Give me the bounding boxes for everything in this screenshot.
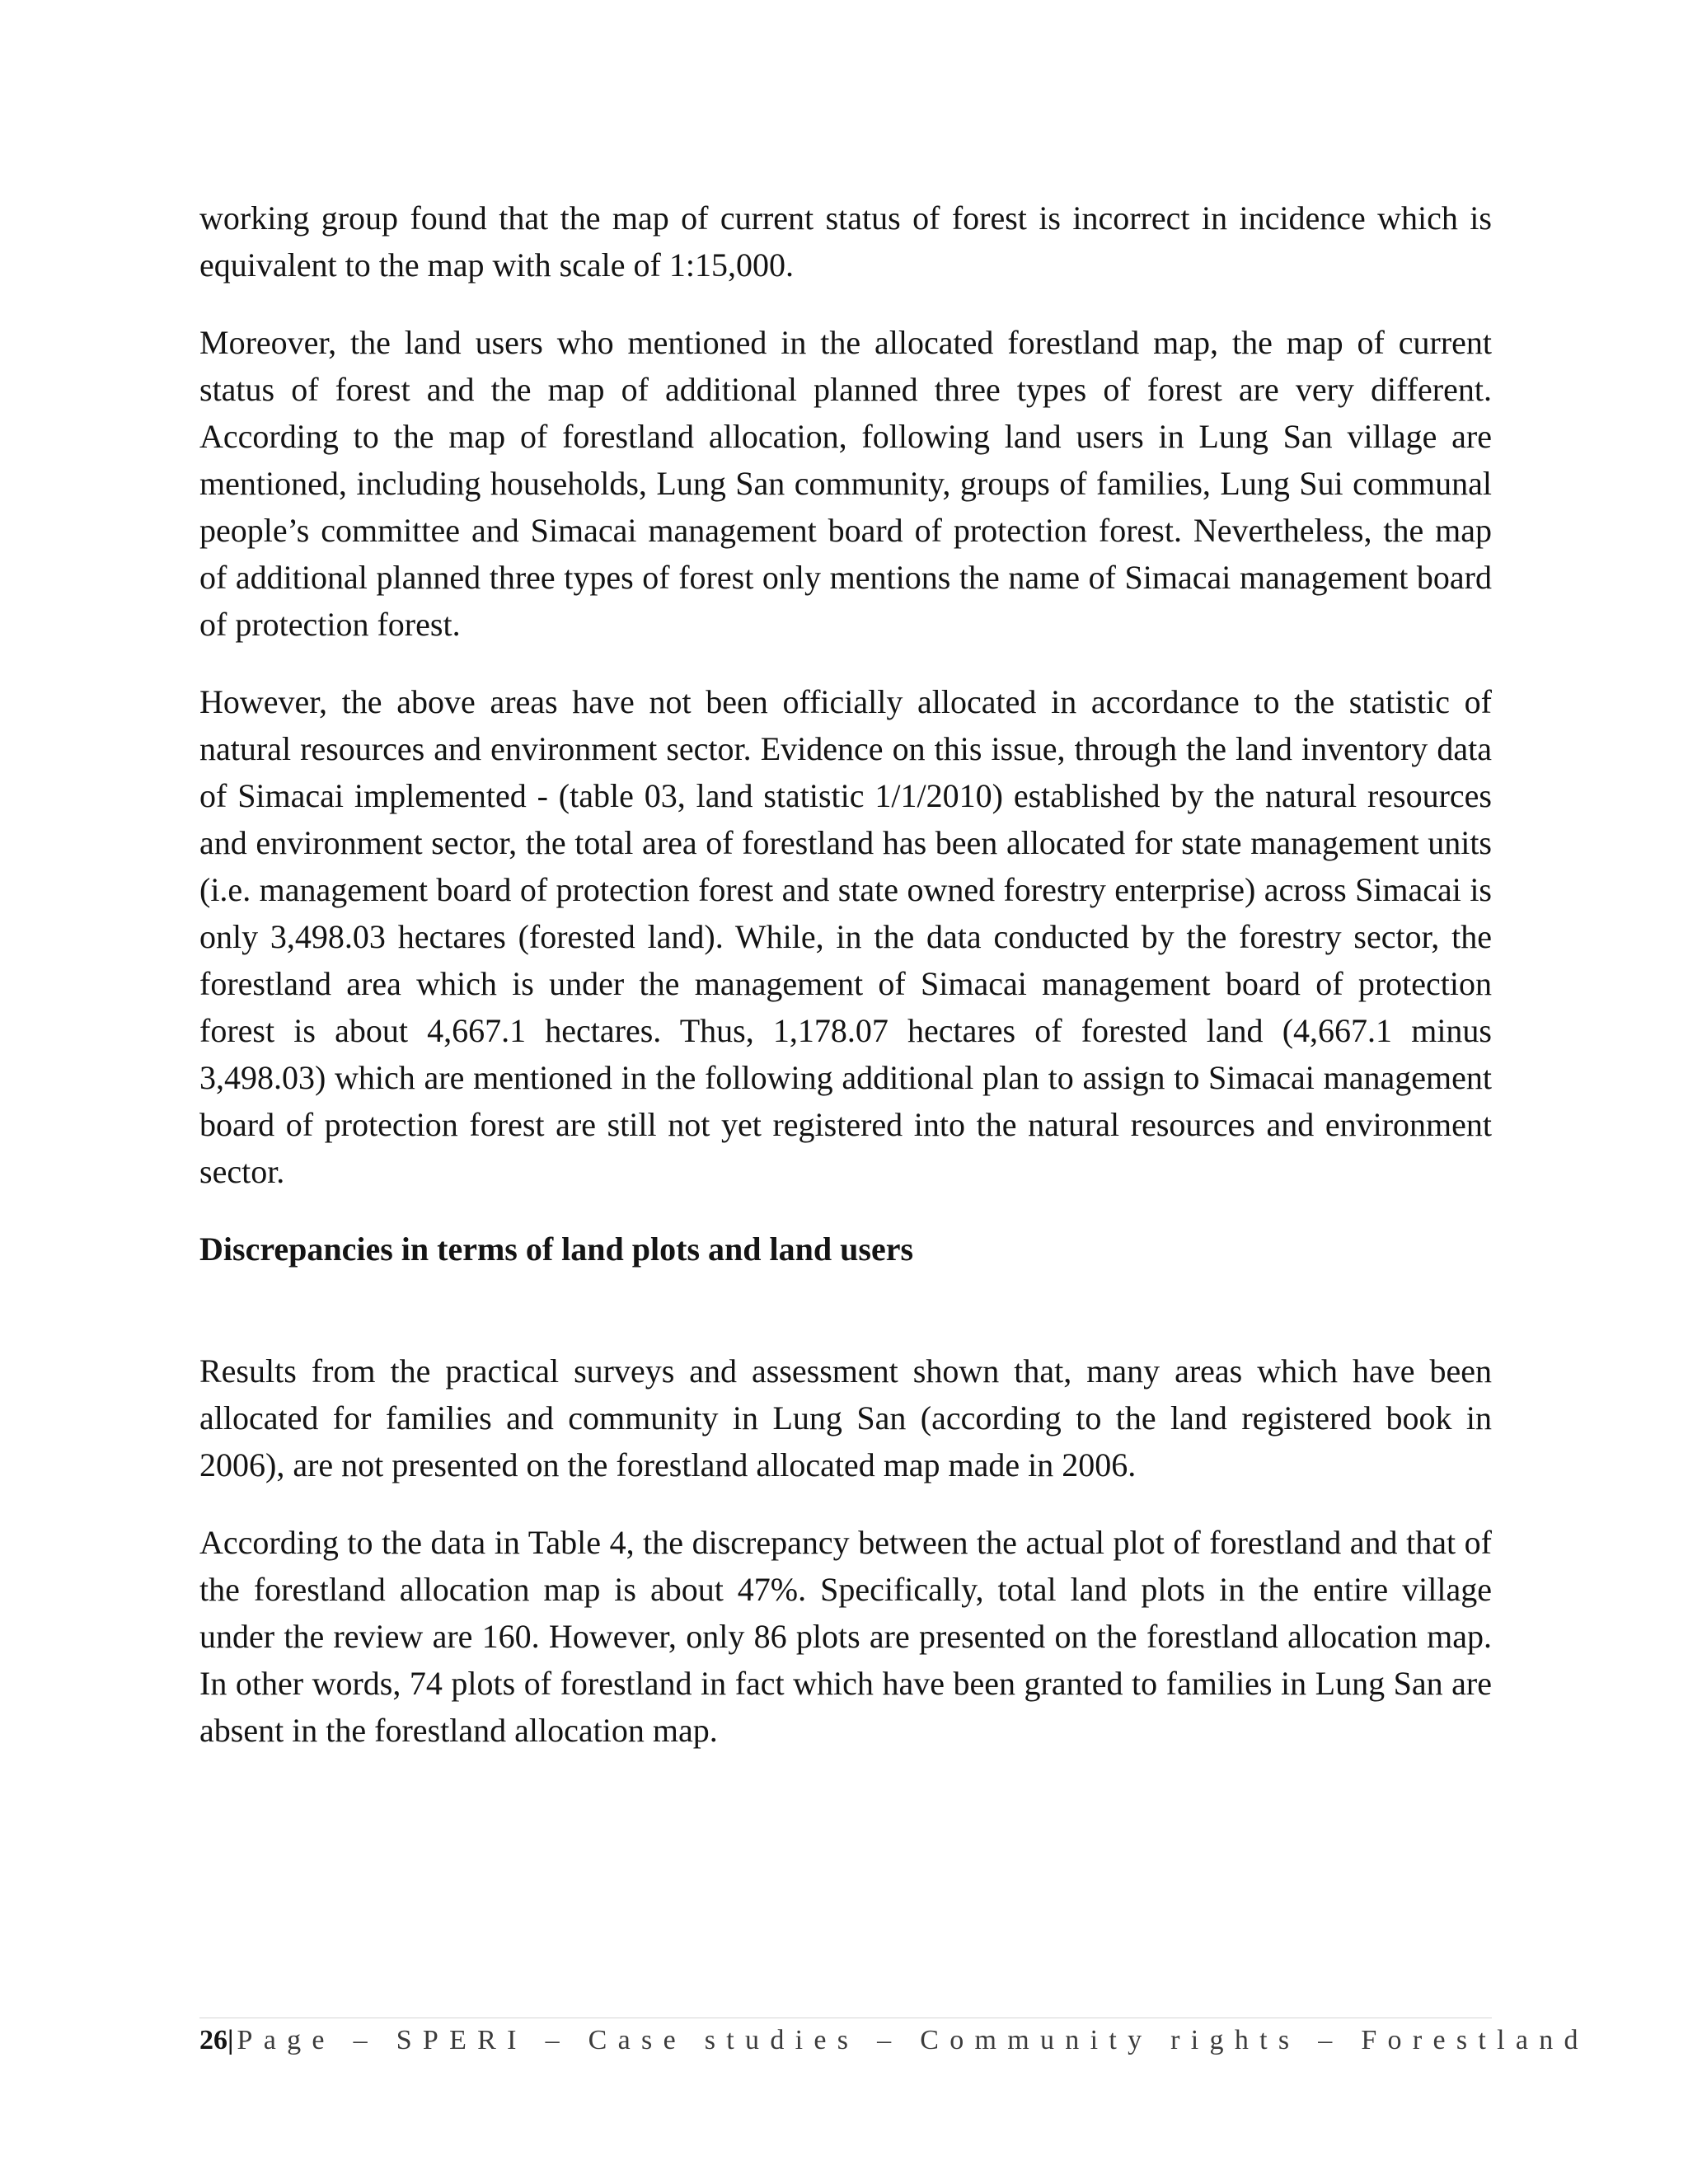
page-number: 26: [199, 2025, 227, 2055]
page-footer: [199, 2022, 1589, 2059]
footer-text: Page – SPERI – Case studies – Community rights – Forestland: [237, 2025, 1589, 2055]
paragraph-5: According to the data in Table 4, the discrepancy between the actual plot of forestland and that of the forestland allocation map is about 47%. Specifically, total land plots in the entire village under the review are 160. However, only 86 plots are presented on the forestland allocation map. In other words, 74 plots of forestland in fact which have been granted to families in Lung San are absent in the forestland allocation map.: [199, 1524, 1492, 1749]
paragraph-1: working group found that the map of current status of forest is incorrect in incidence which is equivalent to the map with scale of 1:15,000.: [199, 199, 1492, 284]
page-body: [199, 194, 1492, 1784]
section-heading: Discrepancies in terms of land plots and land users: [199, 1230, 914, 1268]
footer-separator: |: [227, 2025, 234, 2055]
paragraph-3: However, the above areas have not been officially allocated in accordance to the statistic of natural resources and environment sector. Evidence on this issue, through the land inventory data of Simacai implemented - (table 03, land statistic 1/1/2010) established by the natural resources and environment sector, the total area of forestland has been allocated for state management units (i.e. management board of protection forest and state owned forestry enterprise) across Simacai is only 3,498.03 hectares (forested land). While, in the data conducted by the forestry sector, the forestland area which is under the management of Simacai management board of protection forest is about 4,667.1 hectares. Thus, 1,178.07 hectares of forested land (4,667.1 minus 3,498.03) which are mentioned in the following additional plan to assign to Simacai management board of protection forest are still not yet registered into the natural resources and environment sector.: [199, 683, 1492, 1190]
paragraph-4: Results from the practical surveys and assessment shown that, many areas which have been allocated for families and community in Lung San (according to the land registered book in 2006), are not presented on the forestland allocated map made in 2006.: [199, 1352, 1492, 1483]
paragraph-2: Moreover, the land users who mentioned in the allocated forestland map, the map of current status of forest and the map of additional planned three types of forest are very different. According to the map of forestland allocation, following land users in Lung San village are mentioned, including households, Lung San community, groups of families, Lung Sui communal people’s committee and Simacai management board of protection forest. Nevertheless, the map of additional planned three types of forest only mentions the name of Simacai management board of protection forest.: [199, 324, 1492, 643]
